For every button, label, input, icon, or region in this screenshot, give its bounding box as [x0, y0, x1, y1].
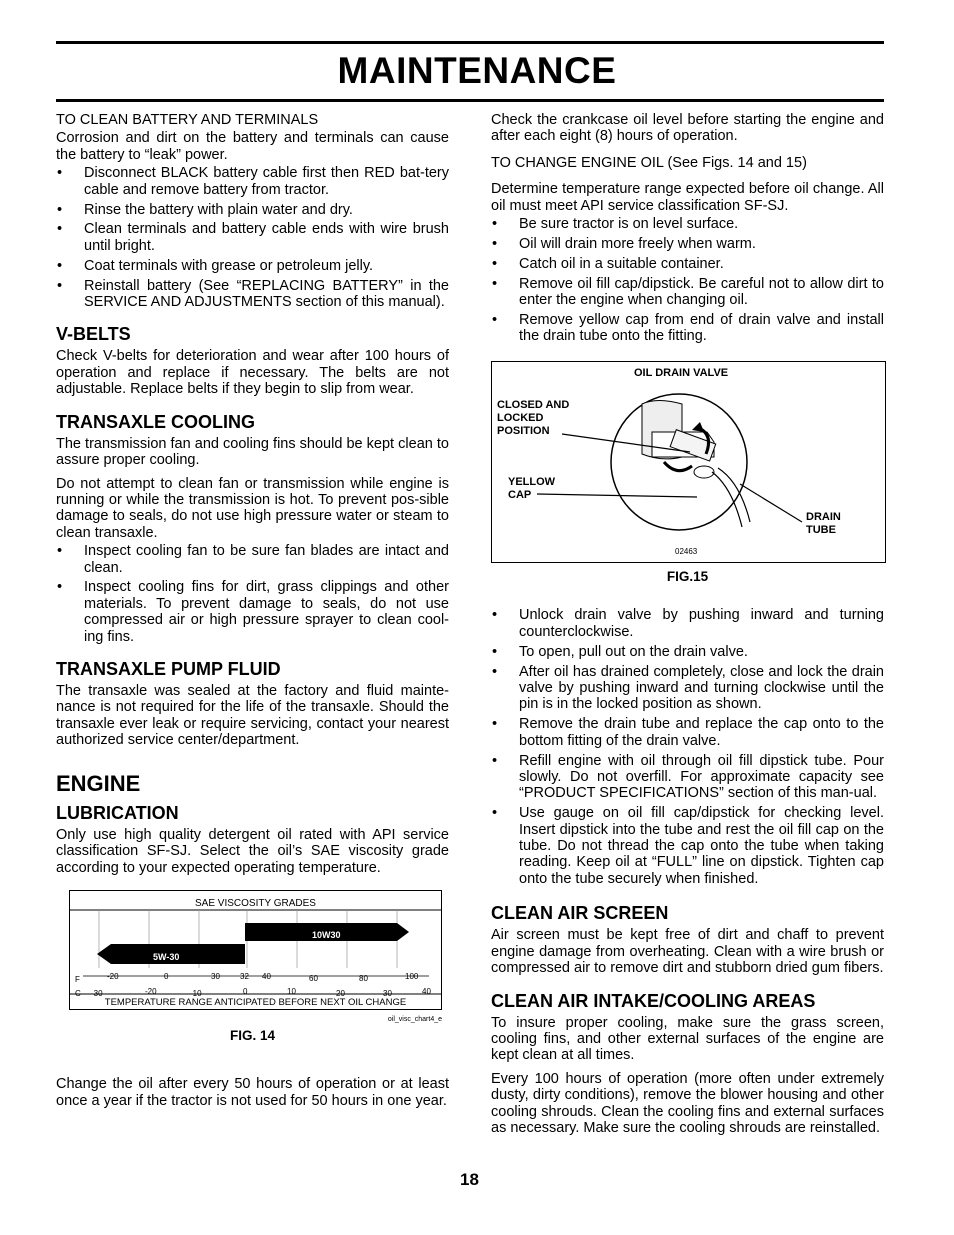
- c-tick: -30: [91, 988, 103, 998]
- yellow-cap-label-2: CAP: [508, 488, 532, 501]
- change-oil-intro: Determine temperature range expected before oil change. All oil must meet API service classification SF-SJ.: [491, 181, 884, 214]
- chart-footer: TEMPERATURE RANGE ANTICIPATED BEFORE NEXT OIL CHANGE: [104, 996, 407, 1008]
- air-screen-text: Air screen must be kept free of dirt and chaff to prevent engine damage from overheating. Clean with a wire brush or compressed air to remove dirt and stubborn dried gum fibers.: [491, 927, 884, 977]
- c-tick: -10: [190, 988, 202, 998]
- list-item: • Inspect cooling fins for dirt, grass clippings and other materials. To prevent damage to seals, do not use compressed air or high pressure sprayer to clean cool-ing fins.: [56, 579, 449, 645]
- oil-drain-valve-title: OIL DRAIN VALVE: [634, 366, 729, 379]
- list-item: • Remove the drain tube and replace the cap onto to the bottom fitting of the drain valve.: [491, 716, 884, 749]
- fig15-caption: FIG.15: [666, 568, 709, 584]
- drain-list: [491, 607, 884, 887]
- fig14-caption: FIG. 14: [229, 1027, 275, 1043]
- list-item: • Remove oil fill cap/dipstick. Be careful not to allow dirt to enter the engine when changing oil.: [491, 276, 884, 309]
- crankcase-text: Check the crankcase oil level before starting the engine and after each eight (8) hours of operation.: [491, 112, 884, 145]
- list-item: • Rinse the battery with plain water and dry.: [56, 202, 449, 218]
- f-tick: 32: [240, 971, 249, 981]
- transaxle-pump-heading: TRANSAXLE PUMP FLUID: [56, 659, 281, 680]
- cooling-paragraph-2: Do not attempt to clean fan or transmission while engine is running or while the transmission is hot. To prevent pos-sible damage to seals, do not use high pressure water or steam to clean transaxle.: [56, 475, 449, 541]
- celsius-label: C: [75, 988, 81, 998]
- page-number: 18: [460, 1170, 479, 1189]
- change-oil-list: [491, 216, 884, 345]
- closed-locked-label-3: POSITION: [497, 424, 550, 437]
- c-tick: 30: [383, 988, 392, 998]
- list-item: • Reinstall battery (See “REPLACING BATTERY” in the SERVICE AND ADJUSTMENTS section of this manual).: [56, 278, 449, 311]
- lubrication-heading: LUBRICATION: [56, 802, 179, 823]
- battery-heading: TO CLEAN BATTERY AND TERMINALS: [56, 112, 319, 128]
- right-column: [491, 112, 884, 1143]
- list-item: • Use gauge on oil fill cap/dipstick for checking level. Insert dipstick into the tube and rest the oil fill cap on the tube. Do not thread the cap onto the tube when taking reading. Keep oil at “FULL” line on dipstick. Tighten cap onto the tube securely when finished.: [491, 805, 884, 887]
- list-item: • To open, pull out on the drain valve.: [491, 644, 884, 660]
- chart-file-ref: oil_visc_chart4_e: [387, 1015, 442, 1023]
- battery-list: [56, 165, 449, 310]
- c-tick: 40: [422, 986, 431, 996]
- list-item: • After oil has drained completely, close and lock the drain valve by pushing inward and turning clockwise until the pin is in the locked position as shown.: [491, 664, 884, 713]
- oil-change-text: Change the oil after every 50 hours of operation or at least once a year if the tractor is not used for 50 hours in one year.: [56, 1076, 449, 1109]
- battery-intro: Corrosion and dirt on the battery and terminals can cause the battery to “leak” power.: [56, 130, 449, 163]
- f-tick: 0: [164, 971, 169, 981]
- f-tick: 60: [309, 973, 318, 983]
- closed-locked-label-2: LOCKED: [497, 411, 544, 424]
- viscosity-chart: [69, 890, 442, 1023]
- f-tick: 40: [262, 971, 271, 981]
- c-tick: -20: [145, 986, 157, 996]
- engine-heading: ENGINE: [56, 770, 141, 796]
- list-item: • Coat terminals with grease or petroleum jelly.: [56, 258, 449, 274]
- c-tick: 10: [287, 986, 296, 996]
- list-item: • Be sure tractor is on level surface.: [491, 216, 884, 232]
- f-tick: 100: [405, 971, 419, 981]
- f-tick: 80: [359, 973, 368, 983]
- list-item: • Catch oil in a suitable container.: [491, 256, 884, 272]
- part-number: 02463: [675, 546, 698, 556]
- list-item: • Disconnect BLACK battery cable first then RED bat-tery cable and remove battery from tractor.: [56, 165, 449, 198]
- closed-locked-label-1: CLOSED AND: [497, 398, 570, 411]
- c-tick: 20: [336, 988, 345, 998]
- list-item: • Oil will drain more freely when warm.: [491, 236, 884, 252]
- list-item: • Clean terminals and battery cable ends with wire brush until bright.: [56, 221, 449, 254]
- title-rule: [56, 99, 884, 102]
- pump-text: The transaxle was sealed at the factory and fluid mainte-nance is not required for the life of the transaxle. Should the transaxle ever leak or require servicing, contact your nearest authorized service center/department.: [56, 683, 449, 749]
- cooling-paragraph-1: The transmission fan and cooling fins should be kept clean to assure proper cooling.: [56, 435, 449, 469]
- transaxle-cooling-heading: TRANSAXLE COOLING: [56, 411, 256, 432]
- drain-tube-label-1: DRAIN: [806, 510, 841, 523]
- grade-10w30-label: 10W30: [312, 929, 341, 940]
- list-item: • Inspect cooling fan to be sure fan blades are intact and clean.: [56, 543, 449, 576]
- vbelts-heading: V-BELTS: [56, 324, 131, 345]
- intake-paragraph-2: Every 100 hours of operation (more often under extremely dusty, dirty conditions), remove the blower housing and other cooling shrouds. Clean the cooling fins and external surfaces as necessary. Make sure the cooling shrouds are reinstalled.: [491, 1070, 884, 1136]
- chart-title: SAE VISCOSITY GRADES: [195, 897, 316, 909]
- vbelts-text: Check V-belts for deterioration and wear after 100 hours of operation and replace if necessary. The belts are not adjustable. Replace belts if they begin to slip from wear.: [56, 348, 449, 398]
- list-item: • Unlock drain valve by pushing inward and turning counterclockwise.: [491, 607, 884, 640]
- clean-air-intake-heading: CLEAN AIR INTAKE/COOLING AREAS: [491, 990, 816, 1011]
- left-column: [56, 112, 449, 1116]
- fahrenheit-label: F: [75, 974, 80, 984]
- list-item: • Remove yellow cap from end of drain valve and install the drain tube onto the fitting.: [491, 312, 884, 345]
- page-title: MAINTENANCE: [337, 50, 617, 91]
- yellow-cap-label-1: YELLOW: [508, 475, 556, 488]
- lubrication-text: Only use high quality detergent oil rated with API service classification SF-SJ. Select the oil’s SAE viscosity grade according to your expected operating temperature.: [56, 826, 449, 876]
- drain-tube-label-2: TUBE: [806, 523, 836, 536]
- list-item: • Refill engine with oil through oil fill dipstick tube. Pour slowly. Do not overfill. For approximate capacity see “PRODUCT SPECIFICATIONS” section of this man-ual.: [491, 753, 884, 802]
- intake-paragraph-1: To insure proper cooling, make sure the grass screen, cooling fins, and other external surfaces of the engine are kept clean at all times.: [491, 1014, 884, 1064]
- f-tick: -20: [107, 971, 119, 981]
- grade-5w30-label: 5W-30: [153, 951, 180, 962]
- f-tick: 30: [211, 971, 220, 981]
- cooling-list: [56, 543, 449, 645]
- clean-air-screen-heading: CLEAN AIR SCREEN: [491, 903, 669, 924]
- drain-tube-leader: [740, 484, 802, 522]
- top-rule: [56, 41, 884, 44]
- oil-drain-valve-figure: [491, 361, 886, 563]
- c-tick: 0: [243, 986, 248, 996]
- change-oil-heading: TO CHANGE ENGINE OIL (See Figs. 14 and 15): [491, 154, 807, 171]
